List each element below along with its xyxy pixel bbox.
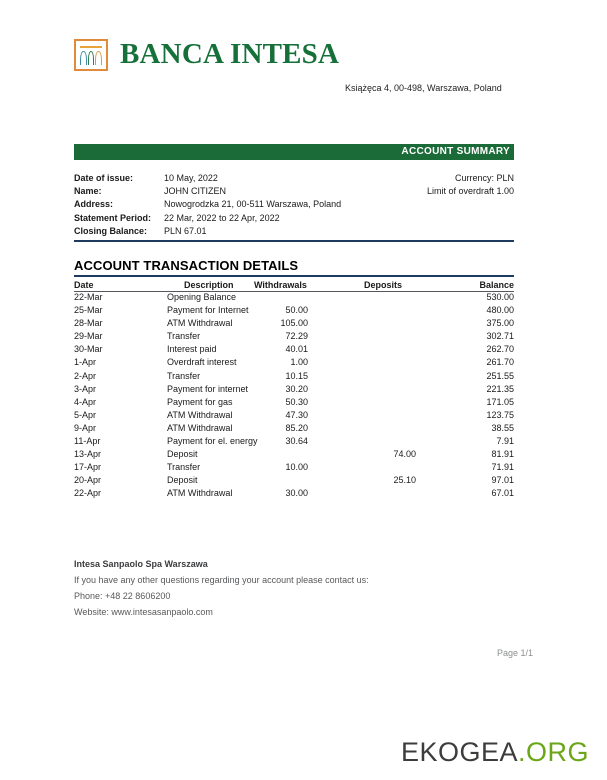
table-body xyxy=(74,291,514,501)
cell-date: 22-Apr xyxy=(74,488,102,499)
cell-balance: 97.01 xyxy=(491,475,514,486)
cell-date: 13-Apr xyxy=(74,449,102,460)
table-row xyxy=(74,370,514,383)
cell-date: 25-Mar xyxy=(74,305,103,316)
cell-description: Interest paid xyxy=(167,344,217,355)
cell-withdrawal: 85.20 xyxy=(285,422,308,433)
cell-balance: 171.05 xyxy=(486,396,514,407)
table-header-top-rule xyxy=(74,275,514,277)
cell-date: 3-Apr xyxy=(74,383,97,394)
table-row xyxy=(74,461,514,474)
logo-arch-2 xyxy=(88,51,95,65)
summary-field-value: 10 May, 2022 xyxy=(164,173,218,183)
cell-description: Transfer xyxy=(167,331,201,342)
table-header-row xyxy=(74,279,514,291)
cell-withdrawal: 1.00 xyxy=(290,357,308,368)
cell-balance: 38.55 xyxy=(491,422,514,433)
table-row xyxy=(74,317,514,330)
cell-description: Deposit xyxy=(167,449,198,460)
summary-field-value: 22 Mar, 2022 to 22 Apr, 2022 xyxy=(164,212,280,223)
cell-balance: 123.75 xyxy=(486,409,514,420)
ekogea-watermark xyxy=(401,737,589,768)
cell-description: Transfer xyxy=(167,370,201,381)
column-header-description: Description xyxy=(184,280,234,290)
summary-overdraft-limit: Limit of overdraft 1.00 xyxy=(426,186,514,197)
summary-field-label: Statement Period: xyxy=(74,212,152,223)
cell-balance: 251.55 xyxy=(486,370,514,381)
cell-withdrawal: 50.30 xyxy=(285,396,308,407)
logo-arches xyxy=(80,51,102,65)
cell-balance: 480.00 xyxy=(486,305,514,316)
document-header xyxy=(0,38,607,93)
cell-date: 20-Apr xyxy=(74,475,102,486)
cell-withdrawal: 10.00 xyxy=(285,462,308,473)
cell-description: Payment for internet xyxy=(167,383,249,394)
table-row xyxy=(74,435,514,448)
footer-phone: Phone: +48 22 8606200 xyxy=(74,591,171,601)
column-header-date: Date xyxy=(74,280,94,290)
account-summary-fields xyxy=(74,172,514,238)
table-row xyxy=(74,330,514,343)
column-header-balance: Balance xyxy=(479,280,514,290)
watermark-primary: EKOGEA xyxy=(400,737,518,767)
cell-balance: 71.91 xyxy=(491,462,514,473)
cell-withdrawal: 30.64 xyxy=(285,436,308,447)
cell-description: Transfer xyxy=(167,462,201,473)
summary-field-value: JOHN CITIZEN xyxy=(164,186,226,197)
cell-balance: 375.00 xyxy=(486,318,514,329)
cell-balance: 530.00 xyxy=(486,292,514,302)
cell-description: ATM Withdrawal xyxy=(167,409,233,420)
table-row xyxy=(74,448,514,461)
cell-description: Overdraft interest xyxy=(167,357,237,368)
table-row xyxy=(74,422,514,435)
column-header-withdrawals: Withdrawals xyxy=(254,280,307,290)
logo-arch-1 xyxy=(80,51,87,65)
summary-currency: Currency: PLN xyxy=(454,173,514,183)
footer-website: Website: www.intesasanpaolo.com xyxy=(74,607,213,617)
cell-date: 4-Apr xyxy=(74,396,97,407)
summary-field-label: Closing Balance: xyxy=(74,225,148,236)
cell-withdrawal: 105.00 xyxy=(280,318,308,329)
cell-balance: 262.70 xyxy=(486,344,514,355)
cell-date: 30-Mar xyxy=(74,344,103,355)
banca-intesa-arches-logo-icon xyxy=(74,39,108,71)
cell-balance: 261.70 xyxy=(486,357,514,368)
summary-row xyxy=(74,198,514,211)
summary-field-label: Date of issue: xyxy=(74,173,134,183)
summary-row xyxy=(74,225,514,238)
cell-withdrawal: 30.20 xyxy=(285,383,308,394)
summary-field-label: Address: xyxy=(74,199,114,210)
cell-date: 11-Apr xyxy=(74,436,101,447)
cell-balance: 221.35 xyxy=(486,383,514,394)
cell-withdrawal: 30.00 xyxy=(285,488,308,499)
table-row xyxy=(74,474,514,487)
cell-description: Payment for Internet xyxy=(167,305,249,316)
cell-withdrawal: 40.01 xyxy=(285,344,308,355)
transactions-table xyxy=(74,279,514,501)
cell-balance: 302.71 xyxy=(486,331,514,342)
cell-date: 22-Mar xyxy=(74,292,103,302)
table-header xyxy=(74,279,514,291)
transaction-details-title: ACCOUNT TRANSACTION DETAILS xyxy=(74,258,299,273)
cell-date: 17-Apr xyxy=(74,462,102,473)
cell-description: Deposit xyxy=(167,475,198,486)
footer-company: Intesa Sanpaolo Spa Warszawa xyxy=(74,559,208,569)
document-footer xyxy=(74,556,514,620)
table-row xyxy=(74,304,514,317)
cell-description: ATM Withdrawal xyxy=(167,318,233,329)
divider-above-transactions xyxy=(74,240,514,242)
bank-brand xyxy=(74,38,339,71)
cell-withdrawal: 50.00 xyxy=(285,305,308,316)
cell-description: Payment for el. energy xyxy=(167,436,258,447)
logo-topline xyxy=(80,46,102,48)
cell-date: 29-Mar xyxy=(74,331,103,342)
footer-contact-note: If you have any other questions regarding your account please contact us: xyxy=(74,575,369,585)
account-summary-label: ACCOUNT SUMMARY xyxy=(401,146,510,157)
summary-field-value: PLN 67.01 xyxy=(164,225,207,236)
bank-name: BANCA INTESA xyxy=(120,38,340,70)
account-summary-bar xyxy=(74,144,514,160)
summary-row xyxy=(74,172,514,185)
table-row xyxy=(74,356,514,369)
cell-date: 5-Apr xyxy=(74,409,97,420)
cell-date: 2-Apr xyxy=(74,370,97,381)
table-row xyxy=(74,343,514,356)
bank-address: Książęca 4, 00-498, Warszawa, Poland xyxy=(345,83,502,93)
summary-row xyxy=(74,212,514,225)
column-header-deposits: Deposits xyxy=(364,280,403,290)
cell-balance: 67.01 xyxy=(491,488,514,499)
cell-withdrawal: 10.15 xyxy=(285,370,308,381)
cell-balance: 7.91 xyxy=(496,436,514,447)
logo-arch-3 xyxy=(95,51,102,65)
cell-balance: 81.91 xyxy=(491,449,514,460)
table-row xyxy=(74,487,514,500)
cell-description: ATM Withdrawal xyxy=(167,488,233,499)
watermark-suffix: .ORG xyxy=(517,737,589,767)
table-row xyxy=(74,291,514,304)
summary-field-label: Name: xyxy=(74,186,102,197)
cell-description: Opening Balance xyxy=(167,292,237,302)
table-row xyxy=(74,383,514,396)
summary-row xyxy=(74,185,514,198)
cell-description: Payment for gas xyxy=(167,396,233,407)
summary-field-value: Nowogrodzka 21, 00-511 Warszawa, Poland xyxy=(164,199,342,210)
cell-date: 1-Apr xyxy=(74,357,97,368)
page-number: Page 1/1 xyxy=(496,648,533,658)
cell-description: ATM Withdrawal xyxy=(167,422,233,433)
table-row xyxy=(74,409,514,422)
cell-withdrawal: 47.30 xyxy=(285,409,308,420)
table-row xyxy=(74,396,514,409)
cell-deposit: 74.00 xyxy=(393,449,416,460)
cell-deposit: 25.10 xyxy=(393,475,416,486)
cell-date: 28-Mar xyxy=(74,318,103,329)
cell-date: 9-Apr xyxy=(74,422,97,433)
cell-withdrawal: 72.29 xyxy=(285,331,308,342)
